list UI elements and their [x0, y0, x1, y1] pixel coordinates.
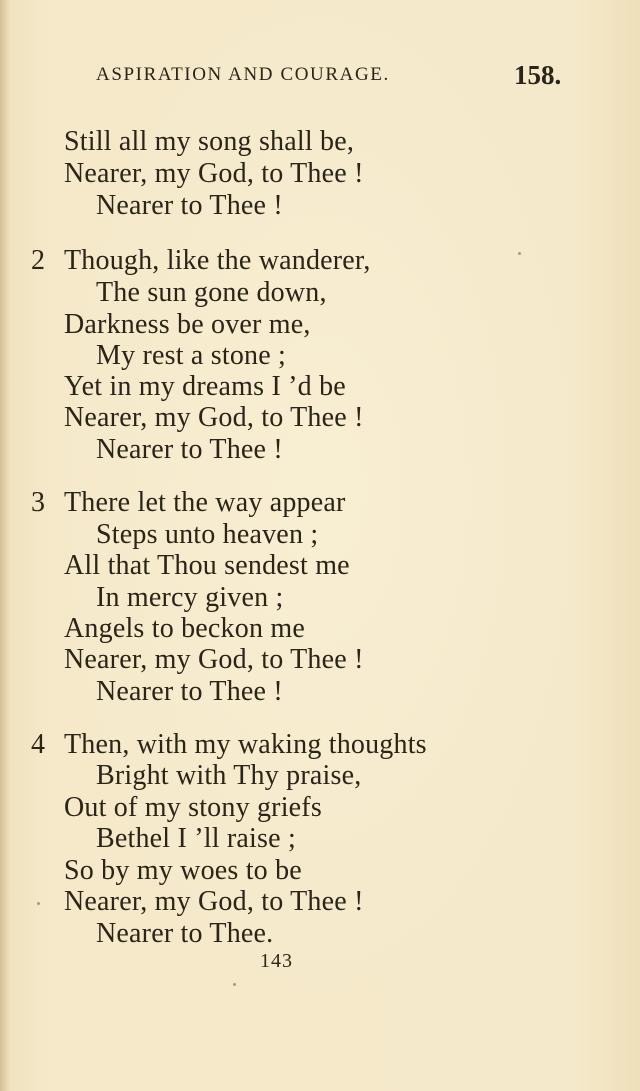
hymn-line: In mercy given ;: [96, 582, 284, 613]
hymn-line: Nearer, my God, to Thee !: [64, 402, 364, 433]
paper-speck: [37, 902, 40, 905]
hymn-line: Nearer to Thee !: [96, 434, 283, 465]
stanza-number: 4: [31, 729, 45, 760]
hymn-line: Nearer, my God, to Thee !: [64, 886, 364, 917]
paper-speck: [233, 983, 236, 986]
hymn-line: Nearer, my God, to Thee !: [64, 158, 364, 189]
hymn-line: Nearer, my God, to Thee !: [64, 644, 364, 675]
stanza-number: 3: [31, 487, 45, 518]
hymn-line: Then, with my waking thoughts: [64, 729, 427, 760]
hymn-line: So by my woes to be: [64, 855, 302, 886]
hymn-line: Nearer to Thee !: [96, 676, 283, 707]
hymn-line: Bright with Thy praise,: [96, 760, 362, 791]
folio-number: 143: [260, 950, 293, 972]
hymn-line: The sun gone down,: [96, 277, 327, 308]
hymn-line: Nearer to Thee !: [96, 190, 283, 221]
paper-speck: [518, 252, 521, 255]
hymn-line: Out of my stony griefs: [64, 792, 322, 823]
spine-shadow: [0, 0, 10, 1091]
running-head: ASPIRATION AND COURAGE.: [96, 64, 390, 85]
page-number: 158.: [514, 60, 562, 90]
hymn-line: Though, like the wanderer,: [64, 245, 371, 276]
hymn-line: Bethel I ’ll raise ;: [96, 823, 296, 854]
hymn-line: Yet in my dreams I ’d be: [64, 371, 346, 402]
hymn-line: Angels to beckon me: [64, 613, 305, 644]
hymn-line: There let the way appear: [64, 487, 346, 518]
stanza-number: 2: [31, 245, 45, 276]
hymn-line: Darkness be over me,: [64, 309, 311, 340]
hymn-line: Nearer to Thee.: [96, 918, 274, 949]
hymn-line: Steps unto heaven ;: [96, 519, 319, 550]
hymn-line: My rest a stone ;: [96, 340, 287, 371]
hymn-line: Still all my song shall be,: [64, 126, 355, 157]
hymn-line: All that Thou sendest me: [64, 550, 350, 581]
